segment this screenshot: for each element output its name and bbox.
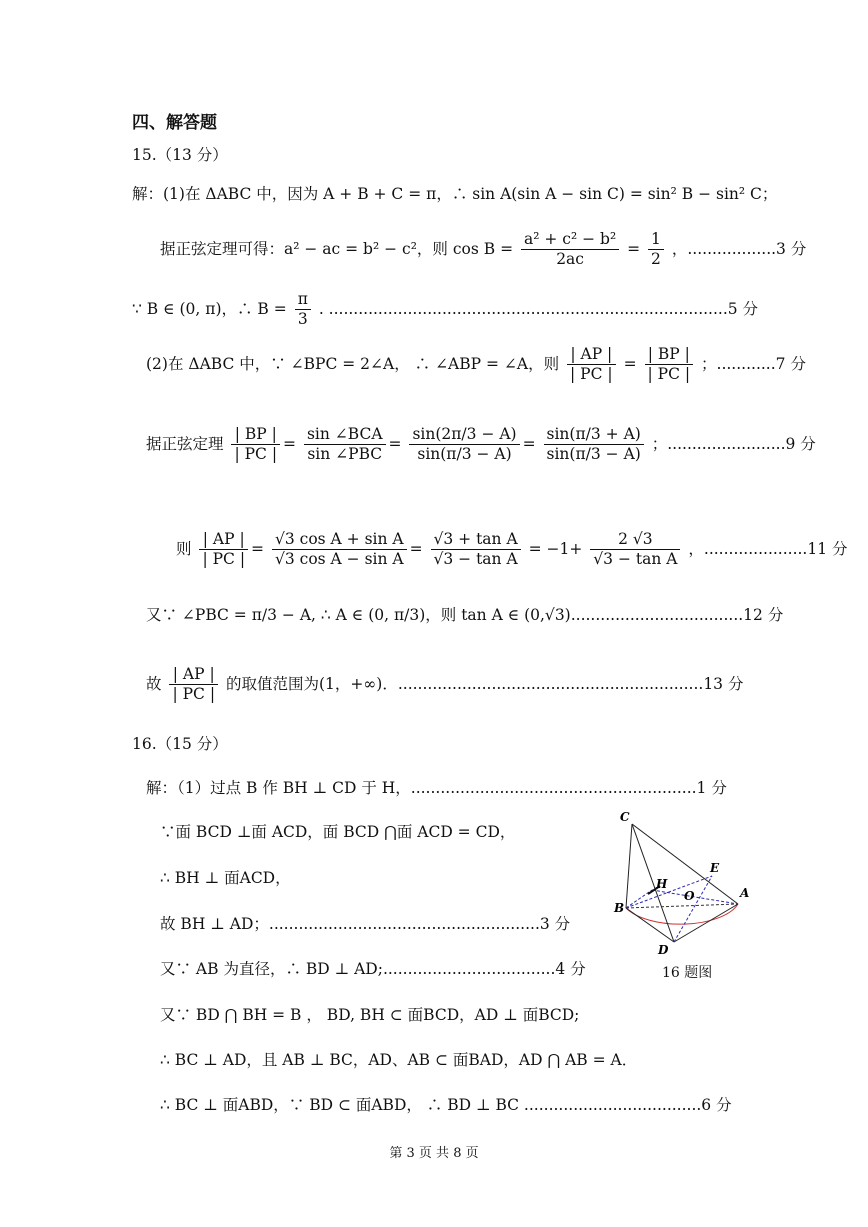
frac-den: | PC |	[199, 549, 248, 569]
frac-den: | PC |	[231, 444, 280, 464]
frac-4	[590, 530, 680, 570]
eq-sign: =	[623, 354, 637, 373]
label-b: B	[614, 901, 625, 915]
ha-line	[652, 890, 738, 904]
frac-den: | PC |	[567, 364, 616, 384]
label-d: D	[658, 943, 669, 957]
label-o: O	[684, 889, 695, 903]
q16-header: 16.（15 分）	[132, 735, 228, 753]
q15-line7: 又∵ ∠PBC = π/3 − A, ∴ A ∈ (0, π/3)，则 tan A ∈ (0,√3)...................................12 分	[146, 606, 784, 624]
ap-pc-fraction	[567, 345, 616, 385]
frac-den: 2ac	[521, 249, 619, 269]
frac-num: sin(π/3 + A)	[546, 425, 641, 443]
q15-line4	[146, 345, 806, 385]
q16-line1: 解：（1）过点 B 作 BH ⊥ CD 于 H，..........................................................1 分	[146, 779, 727, 797]
frac-num: | BP |	[234, 425, 277, 443]
q15-line1: 解：(1)在 ΔABC 中，因为 A + B + C = π，∴ sin A(sin A − sin C) = sin² B − sin² C；	[132, 185, 778, 203]
frac-den: 2	[648, 249, 664, 269]
de-line	[674, 876, 712, 942]
eq-sign: = −1+	[528, 539, 583, 558]
q15-line8-text: 故	[146, 674, 162, 693]
frac-den: sin(π/3 − A)	[544, 444, 644, 464]
ab-diameter	[626, 904, 738, 908]
section-title: 四、解答题	[132, 113, 217, 133]
frac-3	[409, 425, 519, 465]
q16-line7: ∴ BC ⊥ AD，且 AB ⊥ BC，AD、AB ⊂ 面BAD，AD ⋂ AB = A．	[160, 1051, 638, 1069]
label-e: E	[710, 861, 720, 875]
q16-line8: ∴ BC ⊥ 面ABD，∵ BD ⊂ 面ABD， ∴ BD ⊥ BC ....................................6 分	[160, 1096, 732, 1114]
frac-num: 1	[651, 230, 661, 248]
q16-line3: ∴ BH ⊥ 面ACD，	[160, 869, 291, 887]
q15-line5-text: 据正弦定理	[146, 434, 224, 453]
frac-num: | BP |	[647, 345, 690, 363]
label-h: H	[656, 877, 668, 891]
score-mark: ；........................9 分	[651, 434, 816, 453]
geometry-figure	[612, 806, 752, 964]
b-fraction	[295, 290, 311, 330]
q15-line6: 则 $\frac{| AP |}{| PC |}$ = $\frac{\text{√3 cos A + sin A}}{\text{√3 cos A − sin A}}$ = $\frac{\text{√3 + tan A}}{\text{√3 − tan A}}$ = −1+ $\frac{2 √3}{\text{√3 − tan A}}$ ，.....................11 分	[176, 530, 848, 569]
page-footer: 第 3 页 共 8 页	[389, 1146, 479, 1161]
bh-line	[626, 890, 652, 908]
frac-den: √3 cos A − sin A	[272, 549, 407, 569]
q15-line6-text: 则	[176, 539, 192, 558]
q15-line3	[132, 290, 758, 330]
frac-num: | AP |	[570, 345, 613, 363]
frac-den: 3	[295, 309, 311, 329]
frac-4	[544, 425, 644, 465]
q15-line8	[146, 665, 743, 705]
frac-num: | AP |	[172, 665, 215, 683]
label-c: C	[620, 810, 630, 824]
q15-line2-text: 据正弦定理可得：a² − ac = b² − c²，则 cos B =	[160, 239, 514, 258]
q15-line5: 据正弦定理 $\frac{| BP |}{| PC |}$ = $\frac{\text{sin ∠BCA}}{\text{sin ∠PBC}}$ = $\frac{\sin(2\pi/3 - A)}{\sin(\pi/3 - A)}$ = $\frac{\sin(\pi/3 + A)}{\sin(\pi/3 - A)}$ ；........................9 分	[146, 425, 816, 464]
q16-line6: 又∵ BD ⋂ BH = B ， BD, BH ⊂ 面BCD，AD ⊥ 面BCD;	[160, 1006, 580, 1024]
frac-num: sin(2π/3 − A)	[412, 425, 517, 443]
frac-den: √3 − tan A	[431, 549, 521, 569]
score-mark: ，..................3 分	[671, 239, 807, 258]
score-mark: ；............7 分	[701, 354, 806, 373]
frac-3	[431, 530, 521, 570]
q16-line4: 故 BH ⊥ AD；.......................................................3 分	[160, 915, 571, 933]
eq-sign: =	[627, 239, 641, 258]
frac-2	[272, 530, 407, 570]
q15-line4-text: (2)在 ΔABC 中，∵ ∠BPC = 2∠A， ∴ ∠ABP = ∠A，则	[146, 354, 560, 373]
figure-caption: 16 题图	[662, 965, 713, 981]
q16-line5: 又∵ AB 为直径，∴ BD ⊥ AD;...................................4 分	[160, 960, 586, 978]
frac-num: sin ∠BCA	[306, 425, 383, 443]
frac-num: √3 cos A + sin A	[274, 530, 404, 548]
q15-header: 15.（13 分）	[132, 146, 228, 164]
bp-pc-fraction	[645, 345, 694, 385]
be-line	[626, 876, 712, 908]
q16-line2: ∵面 BCD ⊥面 ACD，面 BCD ⋂面 ACD = CD，	[160, 823, 516, 841]
frac-num: | AP |	[202, 530, 245, 548]
frac-num: √3 + tan A	[433, 530, 518, 548]
half-fraction	[648, 230, 664, 270]
frac-den: sin(π/3 − A)	[409, 444, 519, 464]
frac-den: sin ∠PBC	[304, 444, 386, 464]
label-a: A	[740, 886, 750, 900]
cb-edge	[626, 824, 632, 908]
frac-num: 2 √3	[618, 530, 653, 548]
frac-den: | PC |	[645, 364, 694, 384]
frac-den: | PC |	[169, 684, 218, 704]
frac-1	[199, 530, 248, 570]
cosb-fraction	[521, 230, 619, 270]
cd-edge	[632, 824, 674, 942]
bd-edge	[626, 908, 674, 942]
q15-line3-text: ∵ B ∈ (0, π)，∴ B =	[132, 299, 287, 318]
da-edge	[674, 904, 738, 942]
score-mark: ，.....................11 分	[688, 539, 848, 558]
frac-1	[231, 425, 280, 465]
frac-2	[304, 425, 386, 465]
q15-line2	[160, 230, 806, 270]
ap-pc-fraction	[169, 665, 218, 705]
frac-num: a² + c² − b²	[524, 230, 617, 248]
frac-num: π	[297, 290, 308, 308]
score-mark: 的取值范围为(1，+∞)．..............................................................13 分	[225, 674, 744, 693]
score-mark: . .................................................................................5 分	[318, 299, 759, 318]
frac-den: √3 − tan A	[590, 549, 680, 569]
